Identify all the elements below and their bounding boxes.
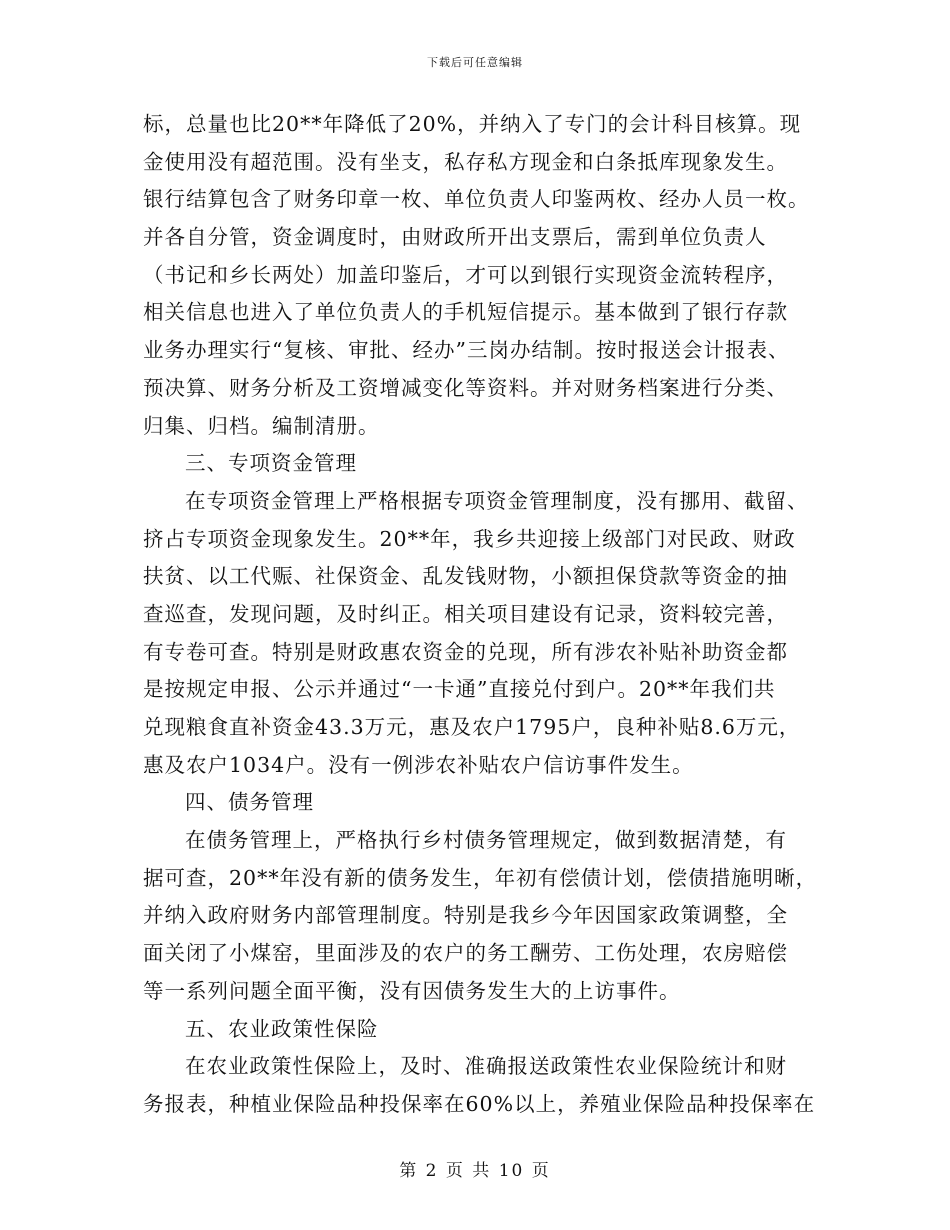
body-line: 兑现粮食直补资金43.3万元，惠及农户1795户，良种补贴8.6万元， bbox=[143, 715, 801, 739]
body-line: 有专卷可查。特别是财政惠农资金的兑现，所有涉农补贴补助资金都 bbox=[143, 639, 788, 664]
document-body bbox=[143, 106, 818, 1124]
body-line: 在债务管理上，严格执行乡村债务管理规定，做到数据清楚，有 bbox=[185, 828, 787, 853]
body-line: 面关闭了小煤窑，里面涉及的农户的务工酬劳、工伤处理，农房赔偿 bbox=[143, 941, 788, 966]
body-line: 并纳入政府财务内部管理制度。特别是我乡今年因国家政策调整，全 bbox=[143, 903, 788, 928]
body-line: 惠及农户1034户。没有一例涉农补贴农户信访事件发生。 bbox=[143, 752, 694, 777]
body-line: 扶贫、以工代赈、社保资金、乱发钱财物，小额担保贷款等资金的抽 bbox=[143, 564, 788, 589]
page-number-footer: 第 2 页 共 10 页 bbox=[399, 1161, 551, 1181]
body-line: 预决算、财务分析及工资增减变化等资料。并对财务档案进行分类、 bbox=[143, 375, 788, 400]
body-line: 业务办理实行“复核、审批、经办”三岗办结制。按时报送会计报表、 bbox=[143, 338, 790, 363]
body-line: 据可查，20**年没有新的债务发生，年初有偿债计划，偿债措施明晰， bbox=[143, 865, 818, 890]
body-line: （书记和乡长两处）加盖印鉴后，才可以到银行实现资金流转程序， bbox=[143, 262, 788, 287]
body-line: 在农业政策性保险上，及时、准确报送政策性农业保险统计和财 bbox=[185, 1054, 787, 1079]
body-line: 查巡查，发现问题，及时纠正。相关项目建设有记录，资料较完善， bbox=[143, 601, 788, 626]
body-line: 在专项资金管理上严格根据专项资金管理制度，没有挪用、截留、 bbox=[185, 488, 809, 513]
page-header: 下载后可任意编辑 bbox=[427, 56, 523, 69]
body-line: 并各自分管，资金调度时，由财政所开出支票后，需到单位负责人 bbox=[143, 225, 767, 250]
body-line: 相关信息也进入了单位负责人的手机短信提示。基本做到了银行存款 bbox=[143, 300, 788, 325]
section-heading: 三、专项资金管理 bbox=[185, 451, 357, 476]
body-line: 归集、归档。编制清册。 bbox=[143, 413, 380, 438]
body-line: 等一系列问题全面平衡，没有因债务发生大的上访事件。 bbox=[143, 978, 681, 1003]
body-line: 是按规定申报、公示并通过“一卡通”直接兑付到户。20**年我们共 bbox=[143, 677, 776, 702]
body-line: 挤占专项资金现象发生。20**年，我乡共迎接上级部门对民政、财政 bbox=[143, 526, 796, 551]
body-line: 金使用没有超范围。没有坐支，私存私方现金和白条抵库现象发生。 bbox=[143, 149, 788, 174]
body-line: 银行结算包含了财务印章一枚、单位负责人印鉴两枚、经办人员一枚。 bbox=[143, 187, 810, 212]
section-heading: 五、农业政策性保险 bbox=[185, 1016, 379, 1041]
body-line: 标，总量也比20**年降低了20%，并纳入了专门的会计科目核算。现 bbox=[143, 112, 802, 136]
section-heading: 四、债务管理 bbox=[185, 790, 314, 815]
body-line: 务报表，种植业保险品种投保率在60%以上，养殖业保险品种投保率在 bbox=[143, 1091, 816, 1116]
